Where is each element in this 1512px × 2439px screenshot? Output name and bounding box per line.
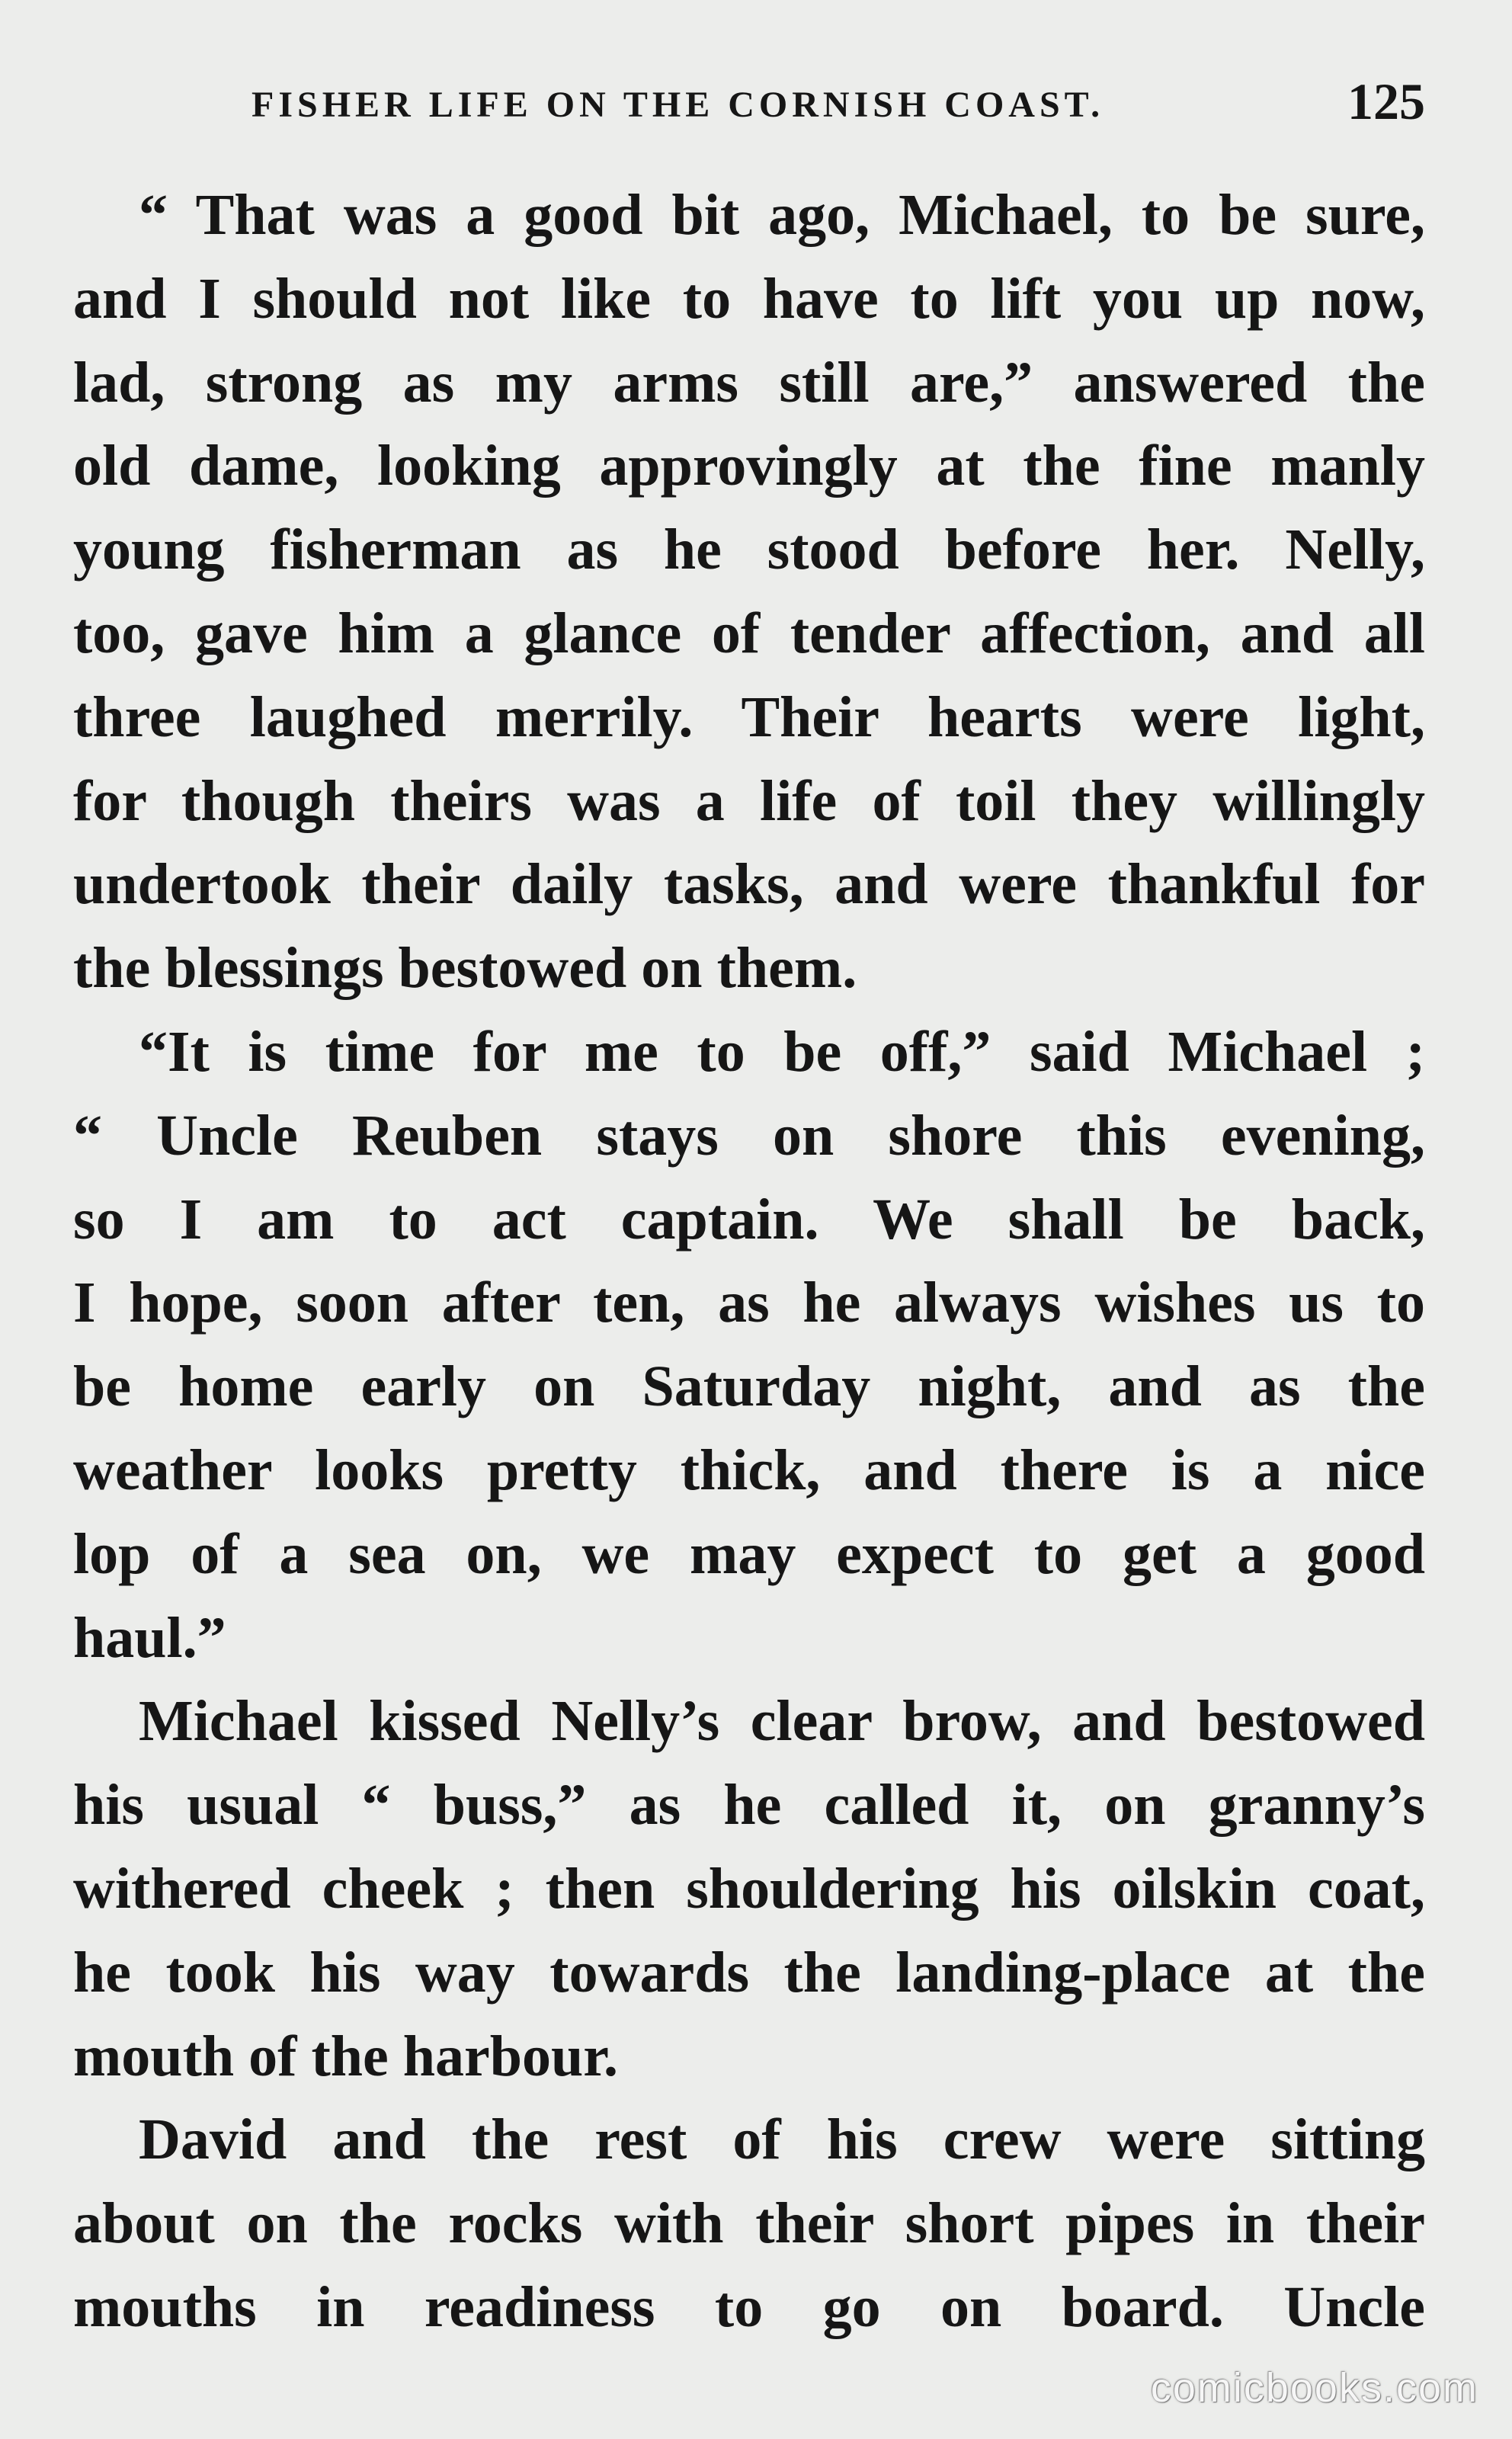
text-line: about on the rocks with their short pipes in their bbox=[73, 2191, 1425, 2256]
text-line: mouths in readiness to go on board. Uncle bbox=[73, 2274, 1425, 2339]
text-line: and I should not like to have to lift you up now, bbox=[73, 266, 1425, 331]
text-line: haul.” bbox=[73, 1605, 226, 1670]
text-line: three laughed merrily. Their hearts were light, bbox=[73, 684, 1425, 749]
text-line: the blessings bestowed on them. bbox=[73, 936, 857, 1001]
text-line: withered cheek ; then shouldering his oilskin coat, bbox=[73, 1856, 1425, 1921]
text-line: “It is time for me to be off,” said Michael ; bbox=[139, 1019, 1425, 1084]
text-line: “ Uncle Reuben stays on shore this evening, bbox=[73, 1103, 1425, 1168]
text-line: young fisherman as he stood before her. Nelly, bbox=[73, 518, 1425, 582]
running-title: FISHER LIFE ON THE CORNISH COAST. bbox=[251, 85, 1105, 125]
text-line: be home early on Saturday night, and as the bbox=[73, 1354, 1425, 1419]
text-line: he took his way towards the landing-place at the bbox=[73, 1940, 1425, 2005]
watermark-text: comicbooks.com bbox=[1150, 2365, 1478, 2411]
paragraph-2 bbox=[73, 1011, 1425, 1680]
text-line: old dame, looking approvingly at the fine manly bbox=[73, 434, 1425, 498]
text-line: “ That was a good bit ago, Michael, to be sure, bbox=[139, 183, 1425, 247]
body-text bbox=[73, 174, 1425, 2350]
text-line: undertook their daily tasks, and were thankful for bbox=[73, 852, 1425, 917]
text-line: Michael kissed Nelly’s clear brow, and bestowed bbox=[139, 1689, 1425, 1754]
text-line: too, gave him a glance of tender affection, and all bbox=[73, 601, 1425, 665]
text-line: David and the rest of his crew were sitting bbox=[139, 2107, 1425, 2172]
text-line: lop of a sea on, we may expect to get a good bbox=[73, 1521, 1425, 1586]
paragraph-3 bbox=[73, 1680, 1425, 2098]
paragraph-1 bbox=[73, 174, 1425, 1011]
page-number: 125 bbox=[1347, 72, 1425, 130]
text-line: mouth of the harbour. bbox=[73, 2024, 619, 2088]
text-line: for though theirs was a life of toil they willingly bbox=[73, 768, 1425, 833]
text-line: I hope, soon after ten, as he always wishes us to bbox=[73, 1271, 1425, 1335]
text-line: weather looks pretty thick, and there is a nice bbox=[73, 1437, 1425, 1502]
text-line: his usual “ buss,” as he called it, on granny’s bbox=[73, 1773, 1425, 1838]
paragraph-4 bbox=[73, 2098, 1425, 2349]
text-line: so I am to act captain. We shall be back, bbox=[73, 1187, 1425, 1252]
running-head bbox=[251, 70, 1425, 131]
text-line: lad, strong as my arms still are,” answered the bbox=[73, 350, 1425, 415]
